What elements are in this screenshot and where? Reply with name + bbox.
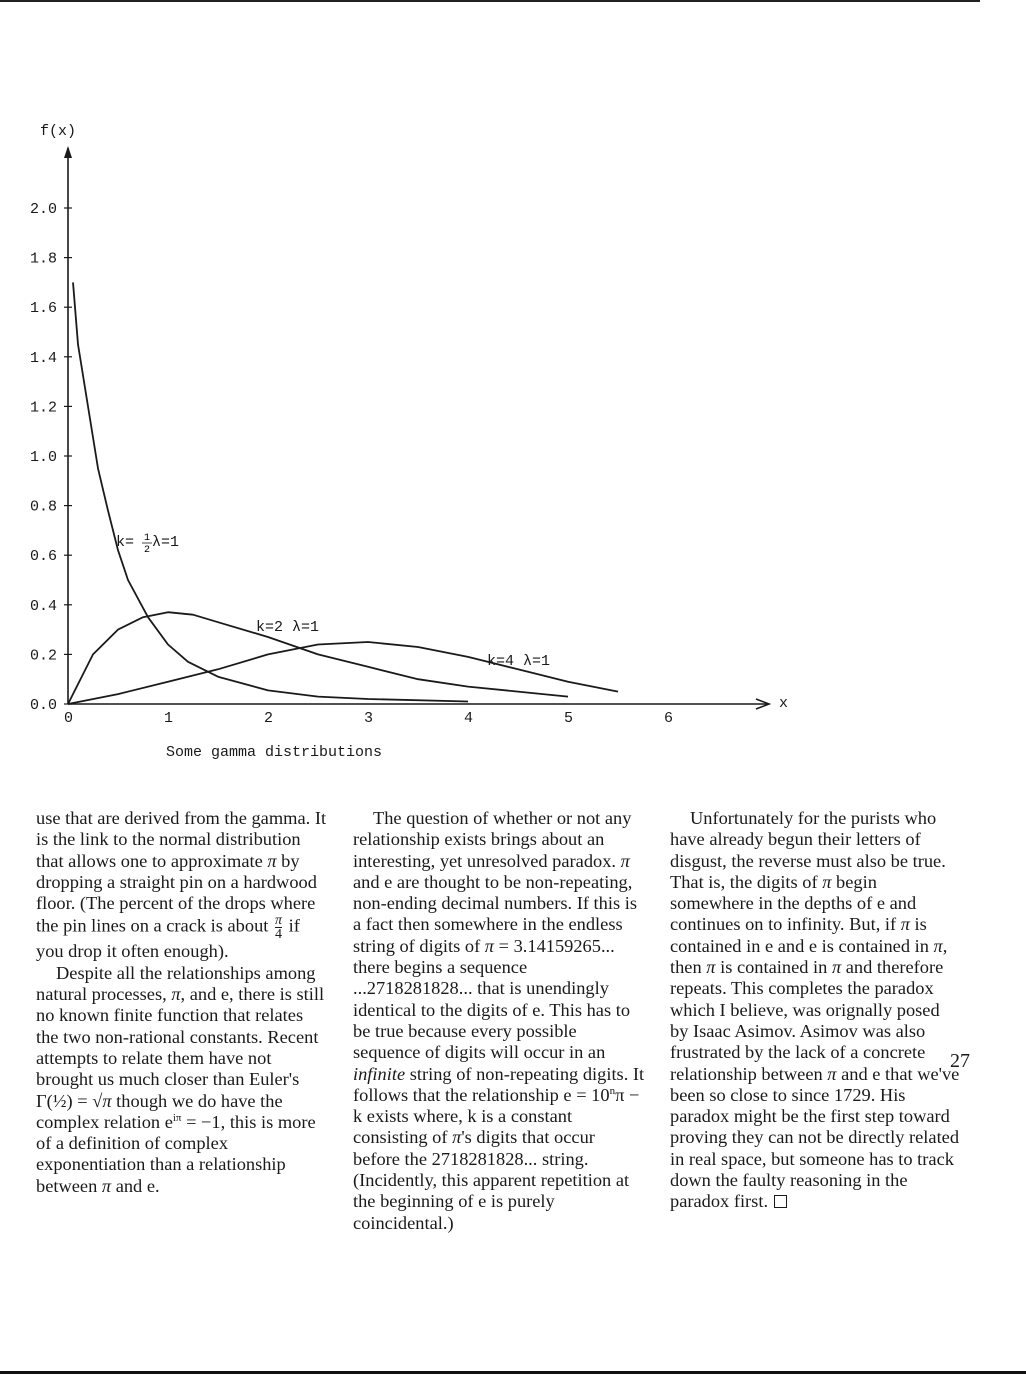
- curve-k4: [68, 642, 618, 704]
- y-tick-label: 0.8: [30, 498, 58, 516]
- y-tick-label: 0.4: [30, 597, 58, 615]
- bottom-rule: [0, 1371, 1026, 1374]
- pi-over-4-fraction: $\frac{\pi}{4}$: [274, 913, 282, 943]
- y-tick-label: 0.0: [30, 697, 58, 714]
- series-label-k-half-den: 2: [144, 545, 151, 556]
- curve-group: [68, 282, 618, 704]
- series-label-k-half-num: 1: [144, 533, 151, 544]
- y-tick-label: 0.6: [30, 548, 58, 566]
- text-column-3: [670, 808, 962, 1213]
- y-tick-label: 1.2: [30, 399, 58, 417]
- x-tick-label: 5: [564, 710, 574, 727]
- y-axis-arrow: [64, 146, 72, 158]
- chart-caption: Some gamma distributions: [166, 744, 383, 761]
- x-tick-label: 2: [264, 710, 274, 727]
- x-tick-group: [64, 710, 673, 727]
- text-column-2: [353, 808, 645, 1234]
- x-tick-label: 4: [464, 710, 474, 727]
- series-label-k2: k=2 λ=1: [256, 619, 320, 636]
- x-tick-label: 6: [664, 710, 674, 727]
- series-label-k4: k=4 λ=1: [487, 653, 551, 670]
- col2-paragraph-1: The question of whether or not any relationship exists brings about an interesting, yet unresolved paradox. π and e are thought to be non-repeating, non-ending decimal numbers. If this is a fact then somewhere in the endless string of digits of π = 3.14159265... there begins a sequence ...2718281828... that is unendingly identical to the digits of e. This has to be true because every possible sequence of digits will occur in an infinite string of non-repeating digits. It follows that the relationship $e = 10^n\pi - k$ exists where, k is a constant consisting of π's digits that occur before the 2718281828... string. (Incidently, this apparent repetition at the beginning of e is purely coincidental.): [353, 808, 645, 1233]
- y-tick-label: 0.2: [30, 647, 58, 665]
- col1-paragraph-1: use that are derived from the gamma. It is the link to the normal distribution that allows one to approximate π by dropping a straight pin on a hardwood floor. (The percent of the drops where the pin lines on a crack is about $\frac{\pi}{4}$ if you drop it often enough).: [36, 808, 327, 962]
- y-tick-label: 1.0: [30, 449, 58, 466]
- y-tick-label: 1.8: [30, 250, 58, 268]
- col1-paragraph-2: Despite all the relationships among natural processes, π, and e, there is still no known finite function that relates the two non-rational constants. Recent attempts to relate them have not brought us much closer than Euler's Γ(½) = √π though we do have the complex relation $e^{i\pi} = -1$, this is more of a definition of complex exponentiation than a relationship between π and e.: [36, 962, 325, 1196]
- series-label-k-half-suffix: λ=1: [152, 534, 180, 551]
- y-tick-group: [30, 201, 72, 714]
- page-number: 27: [950, 1050, 970, 1072]
- x-tick-label: 1: [164, 710, 174, 727]
- y-tick-label: 1.4: [30, 349, 58, 367]
- end-of-article-square: [774, 1195, 787, 1208]
- col3-paragraph-1: Unfortunately for the purists who have already begun their letters of disgust, the reverse must also be true. That is, the digits of π begin somewhere in the depths of e and continues on to infinity. But, if π is contained in e and e is contained in π, then π is contained in π and therefore repeats. This completes the paradox which I believe, was orignally posed by Isaac Asimov. Asimov was also frustrated by the lack of a concrete relationship between π and e that we've been so close to since 1729. His paradox might be the first step toward proving they can not be directly related in real space, but someone has to track down the faulty reasoning in the paradox first.: [670, 808, 960, 1212]
- text-column-1: [36, 808, 328, 1197]
- y-axis-label: f(x): [40, 123, 77, 140]
- x-tick-label: 0: [64, 710, 74, 727]
- y-tick-label: 1.6: [30, 300, 58, 318]
- y-tick-label: 2.0: [30, 201, 58, 218]
- series-label-k-half: k=: [116, 534, 135, 551]
- x-tick-label: 3: [364, 710, 374, 727]
- x-axis-label: x: [779, 695, 789, 712]
